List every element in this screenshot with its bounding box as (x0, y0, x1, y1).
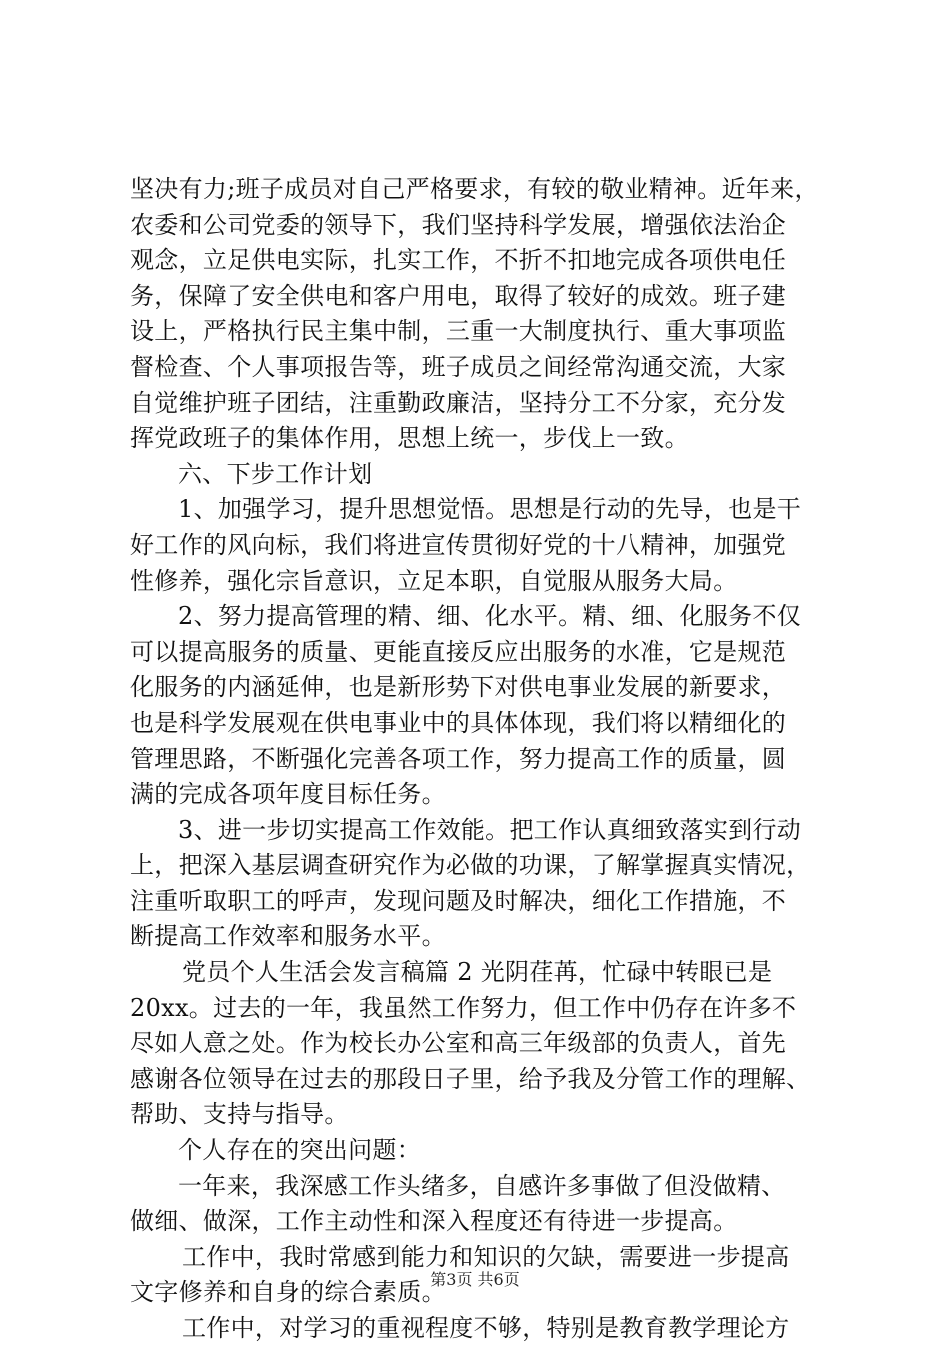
text-line: 农委和公司党委的领导下，我们坚持科学发展，增强依法治企 (130, 210, 787, 239)
text-line: 20xx。过去的一年，我虽然工作努力，但工作中仍存在许多不 (130, 993, 797, 1022)
text-line: 工作中，对学习的重视程度不够，特别是教育教学理论方 (182, 1314, 790, 1342)
document-body (130, 172, 830, 1347)
text-line: 坚决有力;班子成员对自己严格要求，有较的敬业精神。近年来， (130, 175, 819, 203)
text-line: 帮助、支持与指导。 (130, 1100, 349, 1129)
text-line: 务，保障了安全供电和客户用电，取得了较好的成效。班子建 (130, 281, 787, 310)
text-line: 文字修养和自身的综合素质。 (130, 1278, 446, 1307)
text-line: 化服务的内涵延伸，也是新形势下对供电事业发展的新要求， (130, 673, 787, 702)
text-line: 上，把深入基层调查研究作为必做的功课，了解掌握真实情况， (130, 851, 811, 880)
text-line: 挥党政班子的集体作用，思想上统一，步伐上一致。 (130, 424, 689, 453)
section-heading: 六、下步工作计划 (178, 459, 373, 488)
text-line: 2、努力提高管理的精、细、化水平。精、细、化服务不仅 (178, 602, 802, 631)
text-line: 党员个人生活会发言稿篇 2 光阴荏苒，忙碌中转眼已是 (182, 958, 773, 987)
text-line: 设上，严格执行民主集中制，三重一大制度执行、重大事项监 (130, 317, 787, 346)
section-heading: 个人存在的突出问题： (178, 1136, 421, 1165)
text-line: 自觉维护班子团结，注重勤政廉洁，坚持分工不分家，充分发 (130, 388, 787, 417)
text-line: 工作中，我时常感到能力和知识的欠缺，需要进一步提高 (182, 1242, 790, 1271)
text-line: 尽如人意之处。作为校长办公室和高三年级部的负责人，首先 (130, 1029, 787, 1058)
text-line: 注重听取职工的呼声，发现问题及时解决，细化工作措施，不 (130, 886, 787, 915)
text-line: 性修养，强化宗旨意识，立足本职，自觉服从服务大局。 (130, 566, 738, 595)
text-line: 也是科学发展观在供电事业中的具体体现，我们将以精细化的 (130, 708, 787, 737)
text-line: 观念，立足供电实际，扎实工作，不折不扣地完成各项供电任 (130, 246, 787, 275)
text-line: 管理思路，不断强化完善各项工作，努力提高工作的质量，圆 (130, 744, 787, 773)
text-line: 满的完成各项年度目标任务。 (130, 780, 446, 809)
page-number-footer: 第3页 共6页 (430, 1270, 520, 1289)
text-line: 一年来，我深感工作头绪多，自感许多事做了但没做精、 (178, 1171, 786, 1200)
text-line: 断提高工作效率和服务水平。 (130, 922, 446, 951)
text-line: 3、进一步切实提高工作效能。把工作认真细致落实到行动 (178, 815, 802, 844)
text-line: 做细、做深，工作主动性和深入程度还有待进一步提高。 (130, 1207, 738, 1236)
text-line: 好工作的风向标，我们将进宣传贯彻好党的十八精神，加强党 (130, 530, 787, 559)
text-line: 督检查、个人事项报告等，班子成员之间经常沟通交流，大家 (130, 352, 787, 381)
text-line: 可以提高服务的质量、更能直接反应出服务的水准，它是规范 (130, 637, 787, 666)
text-line: 感谢各位领导在过去的那段日子里，给予我及分管工作的理解、 (130, 1064, 811, 1093)
text-line: 1、加强学习，提升思想觉悟。思想是行动的先导，也是干 (178, 495, 802, 524)
